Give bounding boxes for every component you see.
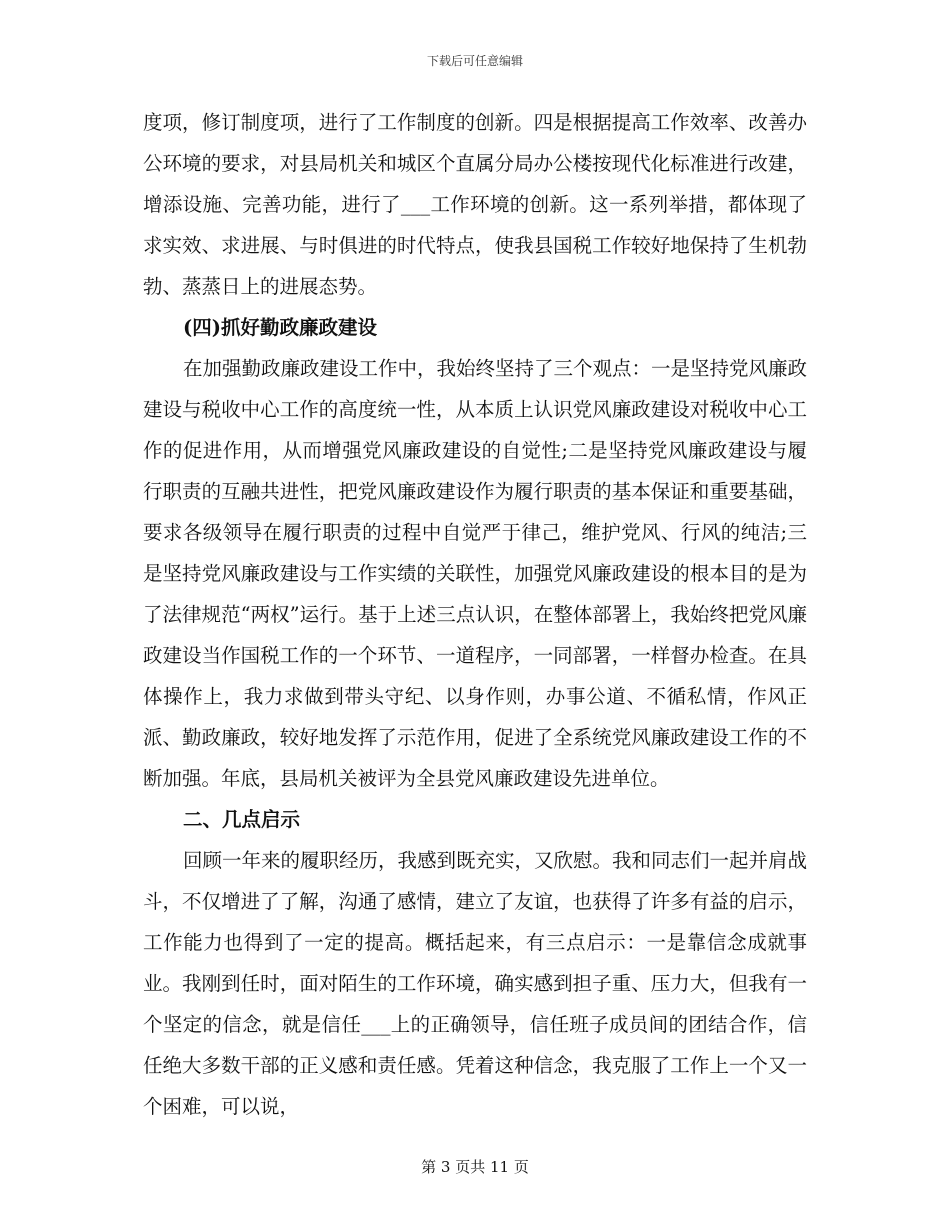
- page-header-note: 下载后可任意编辑: [426, 54, 523, 68]
- paragraph-integrity: 在加强勤政廉政建设工作中，我始终坚持了三个观点：一是坚持党风廉政建设与税收中心工作的高度统一性，从本质上认识党风廉政建设对税收中心工作的促进作用，从而增强党风廉政建设的自觉性;二是坚持党风廉政建设与履行职责的互融共进性，把党风廉政建设作为履行职责的基本保证和重要基础，要求各级领导在履行职责的过程中自觉严于律己，维护党风、行风的纯洁;三是坚持党风廉政建设与工作实绩的关联性，加强党风廉政建设的根本目的是为了法律规范“两权”运行。基于上述三点认识，在整体部署上，我始终把党风廉政建设当作国税工作的一个环节、一道程序，一同部署，一样督办检查。在具体操作上，我力求做到带头守纪、以身作则，办事公道、不循私情，作风正派、勤政廉政，较好地发挥了示范作用，促进了全系统党风廉政建设工作的不断加强。年底，县局机关被评为全县党风廉政建设先进单位。: [143, 357, 808, 790]
- section-heading-insights: 二、几点启示: [183, 808, 301, 831]
- page-number: 第 3 页共 11 页: [421, 1158, 529, 1176]
- document-body: [143, 102, 807, 1127]
- paragraph-insights: 回顾一年来的履职经历，我感到既充实，又欣慰。我和同志们一起并肩战斗，不仅增进了了解，沟通了感情，建立了友谊，也获得了许多有益的启示，工作能力也得到了一定的提高。概括起来，有三点启示：一是靠信念成就事业。我刚到任时，面对陌生的工作环境，确实感到担子重、压力大，但我有一个坚定的信念，就是信任___上的正确领导，信任班子成员间的团结合作，信任绝大多数干部的正义感和责任感。凭着这种信念，我克服了工作上一个又一个困难，可以说，: [143, 849, 808, 1118]
- paragraph-continued: 度项，修订制度项，进行了工作制度的创新。四是根据提高工作效率、改善办公环境的要求，对县局机关和城区个直属分局办公楼按现代化标准进行改建，增添设施、完善功能，进行了___工作环境的创新。这一系列举措，都体现了求实效、求进展、与时俱进的时代特点，使我县国税工作较好地保持了生机勃勃、蒸蒸日上的进展态势。: [143, 111, 807, 298]
- section-heading-integrity: (四)抓好勤政廉政建设: [183, 316, 377, 339]
